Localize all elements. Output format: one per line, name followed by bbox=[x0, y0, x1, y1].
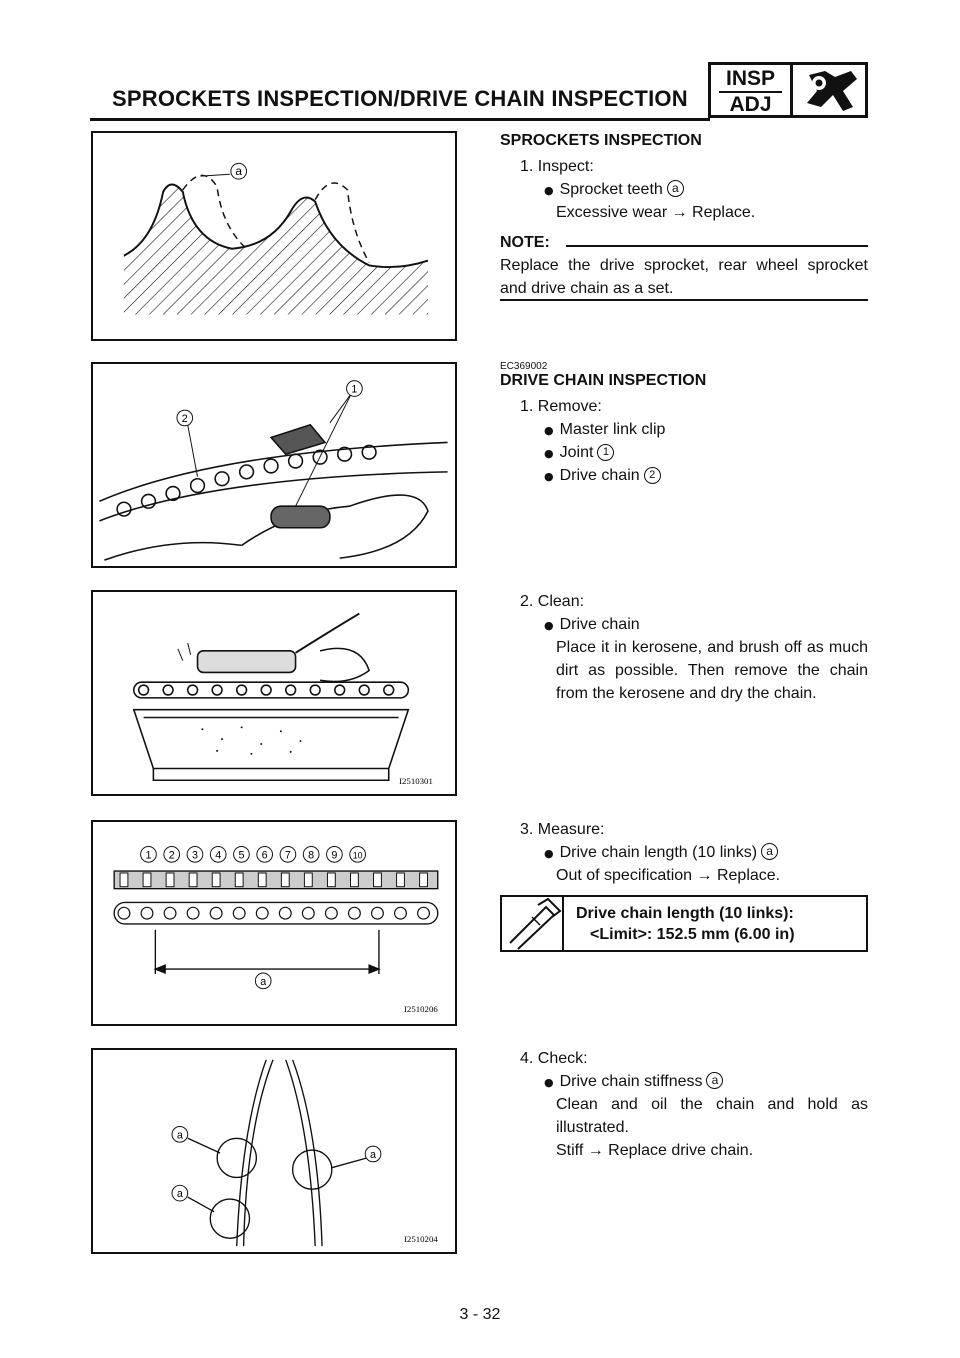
badge-top-label: INSP bbox=[725, 67, 775, 90]
clean-bullet bbox=[544, 613, 640, 637]
bullet-glyph: ● bbox=[544, 619, 554, 632]
ref-2: 2 bbox=[644, 467, 661, 484]
badge-text bbox=[711, 65, 793, 115]
measure-step: 3. Measure: bbox=[520, 821, 605, 838]
chain-link-plate bbox=[350, 873, 358, 887]
wrench-icon bbox=[795, 67, 865, 113]
note-text: Replace the drive sprocket, rear wheel sprocket and drive chain as a set. bbox=[500, 257, 868, 297]
ref-a: a bbox=[667, 180, 684, 197]
bullet-glyph: ● bbox=[544, 1076, 554, 1089]
chain-link-hole bbox=[210, 907, 222, 919]
link-number-label: 2 bbox=[168, 849, 175, 862]
chain-link-plate bbox=[258, 873, 266, 887]
chain-link-hole bbox=[164, 907, 176, 919]
link-number-label: 10 bbox=[352, 850, 363, 861]
ref-a: a bbox=[706, 1072, 723, 1089]
link-number-label: 3 bbox=[191, 849, 198, 862]
chain-link-hole bbox=[325, 907, 337, 919]
remove-item-2 bbox=[544, 441, 614, 465]
check-bullet-label: Drive chain stiffness bbox=[559, 1073, 703, 1090]
note-top-rule bbox=[566, 245, 868, 247]
chain-link-plate bbox=[374, 873, 382, 887]
bullet-glyph: ● bbox=[544, 184, 554, 197]
chain-link-hole bbox=[118, 907, 130, 919]
page-header-title: SPROCKETS INSPECTION/DRIVE CHAIN INSPECTION bbox=[112, 86, 688, 111]
fig1-label-a: a bbox=[235, 165, 242, 179]
bullet-glyph: ● bbox=[544, 447, 554, 460]
link-number-label: 5 bbox=[238, 849, 245, 862]
remove-item-label: Joint bbox=[559, 444, 594, 461]
check-line-1: Clean and oil the chain and hold as illustrated. bbox=[556, 1096, 868, 1136]
clean-instructions: Place it in kerosene, and brush off as much dirt as possible. Then remove the chain from the kerosene and dry the chain. bbox=[556, 639, 868, 702]
sprockets-step-1: 1. Inspect: bbox=[520, 158, 594, 175]
check-step: 4. Check: bbox=[520, 1050, 588, 1067]
fig5-label-a3: a bbox=[176, 1188, 183, 1201]
chain-link-hole bbox=[279, 907, 291, 919]
chain-link-plate bbox=[212, 873, 220, 887]
chain-stiffness-drawing bbox=[93, 1050, 455, 1252]
remove-item-1 bbox=[544, 418, 665, 442]
remove-step: 1. Remove: bbox=[520, 398, 602, 415]
check-bullet bbox=[544, 1070, 723, 1094]
measure-bullet-label: Drive chain length (10 links) bbox=[559, 844, 758, 861]
chain-link-plate bbox=[235, 873, 243, 887]
clean-bullet-label: Drive chain bbox=[559, 616, 640, 633]
link-number-label: 8 bbox=[308, 849, 315, 862]
sprockets-result: Excessive wear → Replace. bbox=[556, 204, 756, 221]
clean-step: 2. Clean: bbox=[520, 593, 585, 610]
chain-link-hole bbox=[256, 907, 268, 919]
chain-link-plate bbox=[281, 873, 289, 887]
remove-item-3 bbox=[544, 464, 661, 488]
section-code: EC369002 bbox=[500, 361, 548, 372]
chain-link-plate bbox=[397, 873, 405, 887]
drive-chain-inspection-title: DRIVE CHAIN INSPECTION bbox=[500, 372, 707, 389]
remove-item-label: Master link clip bbox=[559, 421, 666, 438]
link-number-label: 9 bbox=[331, 849, 338, 862]
chain-cleaning-drawing bbox=[93, 592, 455, 794]
chain-link-hole bbox=[418, 907, 430, 919]
chain-stiffness-figure bbox=[91, 1048, 457, 1254]
fig3-code: I2510301 bbox=[399, 776, 433, 787]
page-number: 3 - 32 bbox=[459, 1306, 501, 1323]
chain-link-plate bbox=[327, 873, 335, 887]
chain-link-hole bbox=[187, 907, 199, 919]
ref-1: 1 bbox=[597, 444, 614, 461]
link-number-label: 1 bbox=[145, 849, 152, 862]
chain-link-plate bbox=[420, 873, 428, 887]
fig5-label-a1: a bbox=[176, 1129, 183, 1142]
chain-length-figure bbox=[91, 820, 457, 1026]
chain-link-plate bbox=[143, 873, 151, 887]
fig2-label-1: 1 bbox=[351, 383, 358, 396]
bullet-glyph: ● bbox=[544, 470, 554, 483]
chain-cleaning-figure bbox=[91, 590, 457, 796]
spec-text bbox=[576, 903, 795, 945]
link-number-label: 7 bbox=[284, 849, 291, 862]
fig5-label-a2: a bbox=[370, 1148, 377, 1161]
ref-a: a bbox=[761, 843, 778, 860]
check-line-2: Stiff → Replace drive chain. bbox=[556, 1142, 754, 1159]
bullet-glyph: ● bbox=[544, 847, 554, 860]
measure-result: Out of specification → Replace. bbox=[556, 867, 781, 884]
bullet-glyph: ● bbox=[544, 424, 554, 437]
remove-item-label: Drive chain bbox=[559, 467, 640, 484]
spec-line-1: Drive chain length (10 links): bbox=[576, 905, 794, 922]
chain-joint-figure bbox=[91, 362, 457, 568]
sprockets-bullet bbox=[544, 178, 684, 202]
fig2-label-2: 2 bbox=[181, 412, 188, 425]
link-number-label: 6 bbox=[261, 849, 268, 862]
sprocket-teeth-label: Sprocket teeth bbox=[559, 181, 663, 198]
spec-line-2: <Limit>: 152.5 mm (6.00 in) bbox=[590, 926, 795, 943]
note-label: NOTE: bbox=[500, 234, 550, 251]
fig4-label-a: a bbox=[260, 975, 267, 988]
fig5-code: I2510204 bbox=[403, 1234, 438, 1245]
fig4-code: I2510206 bbox=[403, 1004, 438, 1015]
header-rule bbox=[90, 118, 710, 121]
link-number-label: 4 bbox=[215, 849, 222, 862]
chain-link-hole bbox=[141, 907, 153, 919]
chain-length-drawing bbox=[93, 822, 455, 1024]
chain-link-hole bbox=[233, 907, 245, 919]
spec-box bbox=[500, 895, 868, 952]
insp-adj-badge bbox=[708, 62, 868, 118]
sprockets-inspection-title: SPROCKETS INSPECTION bbox=[500, 132, 702, 149]
badge-bottom-label: ADJ bbox=[719, 91, 782, 117]
chain-link-hole bbox=[302, 907, 314, 919]
chain-link-hole bbox=[349, 907, 361, 919]
measure-bullet bbox=[544, 841, 778, 865]
chain-joint-drawing bbox=[93, 364, 455, 566]
chain-link-hole bbox=[372, 907, 384, 919]
sprocket-teeth-drawing bbox=[93, 133, 455, 339]
note-bottom-rule bbox=[500, 299, 868, 301]
chain-link-plate bbox=[189, 873, 197, 887]
chain-link-plate bbox=[304, 873, 312, 887]
chain-link-hole bbox=[395, 907, 407, 919]
sprocket-teeth-figure bbox=[91, 131, 457, 341]
caliper-icon bbox=[502, 897, 564, 950]
chain-link-plate bbox=[120, 873, 128, 887]
chain-link-plate bbox=[166, 873, 174, 887]
